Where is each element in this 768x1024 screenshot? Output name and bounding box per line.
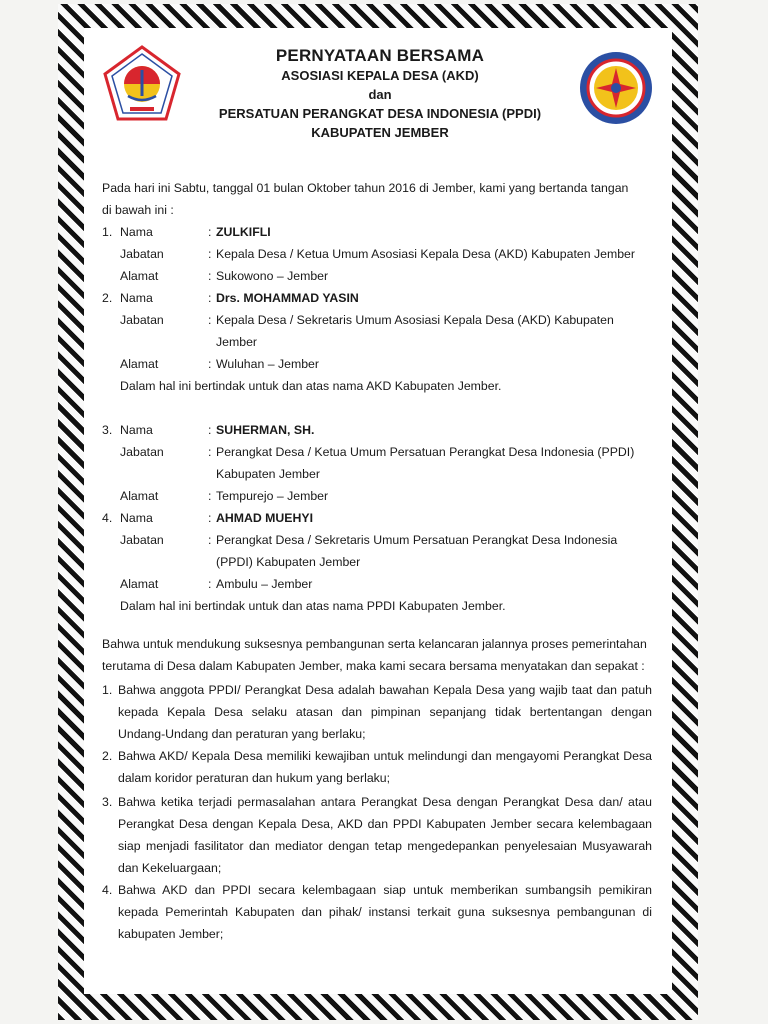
- statement-line-1: Bahwa untuk mendukung suksesnya pembangunan serta kelancaran jalannya proses pemerintahan: [102, 637, 647, 651]
- person-4-alamat: Ambulu – Jember: [216, 577, 313, 591]
- person-3-jabatan-line-1: Perangkat Desa / Ketua Umum Persatuan Perangkat Desa Indonesia (PPDI): [216, 445, 635, 459]
- alamat-label: Alamat: [120, 489, 159, 503]
- person-4-number: 4.: [102, 511, 113, 525]
- nama-label: Nama: [120, 511, 153, 525]
- point-3-number: 3.: [102, 795, 113, 809]
- header-line-4: KABUPATEN JEMBER: [311, 125, 449, 140]
- person-3-jabatan-line-2: Kabupaten Jember: [216, 467, 320, 481]
- colon: :: [208, 533, 212, 547]
- jabatan-label: Jabatan: [120, 313, 164, 327]
- jabatan-label: Jabatan: [120, 247, 164, 261]
- colon: :: [208, 445, 212, 459]
- nama-label: Nama: [120, 225, 153, 239]
- person-4-jabatan-line-1: Perangkat Desa / Sekretaris Umum Persatuan Perangkat Desa Indonesia: [216, 533, 618, 547]
- point-3-line-1: Bahwa ketika terjadi permasalahan antara Perangkat Desa dengan Perangkat Desa dan/ atau: [118, 795, 652, 809]
- point-4-line-3: kabupaten Jember;: [118, 927, 224, 941]
- person-4-name: AHMAD MUEHYI: [216, 511, 314, 525]
- point-3-line-2: Perangkat Desa dengan Kepala Desa, AKD dan PPDI Kabupaten Jember secara kelembagaan: [118, 817, 652, 831]
- person-2-jabatan-line-1: Kepala Desa / Sekretaris Umum Asosiasi Kepala Desa (AKD) Kabupaten: [216, 313, 614, 327]
- colon: :: [208, 313, 212, 327]
- point-3-line-3: siap menjadi fasilitator dan mediator dengan tetap mengedepankan penyelesaian Musyawarah: [118, 839, 652, 853]
- point-4-number: 4.: [102, 883, 113, 897]
- point-4-line-2: kepada Pemerintah Kabupaten dan pihak/ instansi terkait guna suksesnya pembangunan di: [118, 905, 652, 919]
- nama-label: Nama: [120, 423, 153, 437]
- point-4-line-1: Bahwa AKD dan PPDI secara kelembagaan siap untuk memberikan sumbangsih pemikiran: [118, 883, 652, 897]
- jabatan-label: Jabatan: [120, 533, 164, 547]
- person-1-alamat: Sukowono – Jember: [216, 269, 329, 283]
- document-title: PERNYATAAN BERSAMA: [275, 46, 485, 65]
- akd-logo-icon: [102, 44, 182, 122]
- person-2-jabatan-line-2: Jember: [216, 335, 258, 349]
- point-3-line-4: dan Kekeluargaan;: [118, 861, 222, 875]
- alamat-label: Alamat: [120, 269, 159, 283]
- header-line-2: dan: [368, 87, 392, 102]
- colon: :: [208, 247, 212, 261]
- statement-line-2: terutama di Desa dalam Kabupaten Jember, maka kami secara bersama menyatakan dan sepakat :: [102, 659, 645, 673]
- alamat-label: Alamat: [120, 577, 159, 591]
- person-1-name: ZULKIFLI: [216, 225, 271, 239]
- header-line-3: PERSATUAN PERANGKAT DESA INDONESIA (PPDI): [218, 106, 542, 121]
- colon: :: [208, 291, 212, 305]
- person-4-jabatan-line-2: (PPDI) Kabupaten Jember: [216, 555, 361, 569]
- intro-line-1: Pada hari ini Sabtu, tanggal 01 bulan Oktober tahun 2016 di Jember, kami yang bertanda tangan: [102, 181, 629, 195]
- ppdi-logo-icon: [578, 50, 654, 126]
- point-2-line-2: dalam koridor peraturan dan hukum yang berlaku;: [118, 771, 391, 785]
- jabatan-label: Jabatan: [120, 445, 164, 459]
- person-1-number: 1.: [102, 225, 113, 239]
- person-2-number: 2.: [102, 291, 113, 305]
- nama-label: Nama: [120, 291, 153, 305]
- colon: :: [208, 269, 212, 283]
- person-2-alamat: Wuluhan – Jember: [216, 357, 319, 371]
- point-1-line-1: Bahwa anggota PPDI/ Perangkat Desa adalah bawahan Kepala Desa yang wajib taat dan patuh: [118, 683, 652, 697]
- point-1-line-2: kepada Kepala Desa selaku atasan dan pimpinan sepanjang tidak bertentangan dengan: [118, 705, 652, 719]
- colon: :: [208, 357, 212, 371]
- on-behalf-akd: Dalam hal ini bertindak untuk dan atas nama AKD Kabupaten Jember.: [120, 379, 502, 393]
- on-behalf-ppdi: Dalam hal ini bertindak untuk dan atas nama PPDI Kabupaten Jember.: [120, 599, 506, 613]
- intro-line-2: di bawah ini :: [102, 203, 174, 217]
- point-1-line-3: Undang-Undang dan peraturan yang berlaku;: [118, 727, 366, 741]
- person-1-jabatan: Kepala Desa / Ketua Umum Asosiasi Kepala Desa (AKD) Kabupaten Jember: [216, 247, 635, 261]
- header-line-1: ASOSIASI KEPALA DESA (AKD): [281, 68, 479, 83]
- colon: :: [208, 577, 212, 591]
- person-3-number: 3.: [102, 423, 113, 437]
- point-2-number: 2.: [102, 749, 113, 763]
- colon: :: [208, 511, 212, 525]
- alamat-label: Alamat: [120, 357, 159, 371]
- colon: :: [208, 423, 212, 437]
- colon: :: [208, 489, 212, 503]
- document-header: [180, 46, 580, 142]
- point-2-line-1: Bahwa AKD/ Kepala Desa memiliki kewajiban untuk melindungi dan mengayomi Perangkat Desa: [118, 749, 652, 763]
- person-3-alamat: Tempurejo – Jember: [216, 489, 329, 503]
- person-2-name: Drs. MOHAMMAD YASIN: [216, 291, 359, 305]
- point-1-number: 1.: [102, 683, 113, 697]
- person-3-name: SUHERMAN, SH.: [216, 423, 315, 437]
- colon: :: [208, 225, 212, 239]
